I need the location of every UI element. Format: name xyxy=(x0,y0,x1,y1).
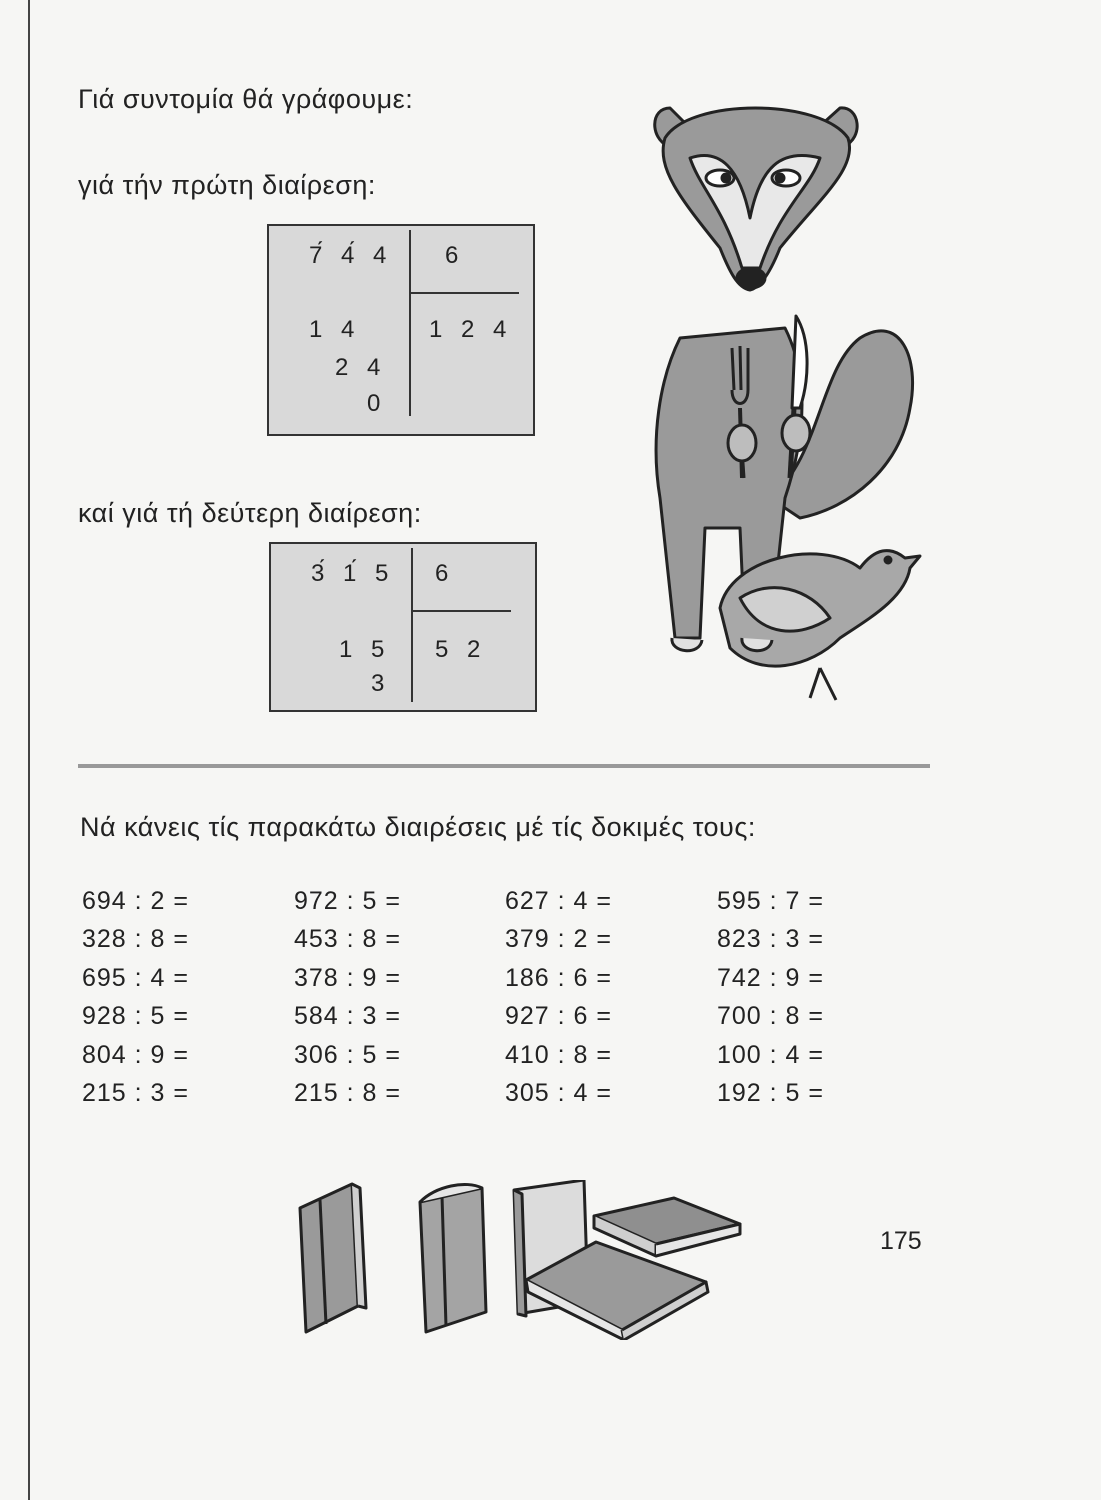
exercise-item: 804 : 9 = xyxy=(82,1040,189,1069)
division-1-dividend: 7́ 4́ 4 xyxy=(309,242,393,269)
exercise-column-2 xyxy=(294,882,401,1112)
division-2-step: 1 5 xyxy=(339,636,391,663)
exercise-item: 928 : 5 = xyxy=(82,1002,189,1031)
exercise-item: 584 : 3 = xyxy=(294,1002,401,1031)
exercise-item: 192 : 5 = xyxy=(717,1078,824,1107)
exercise-item: 379 : 2 = xyxy=(505,925,612,954)
exercise-item: 305 : 4 = xyxy=(505,1078,612,1107)
second-division-label: καί γιά τή δεύτερη διαίρεση: xyxy=(78,498,422,528)
exercise-item: 328 : 8 = xyxy=(82,925,189,954)
exercise-column-3 xyxy=(505,882,612,1112)
exercise-item: 410 : 8 = xyxy=(505,1040,612,1069)
page-binding-edge xyxy=(28,0,30,1500)
exercise-item: 595 : 7 = xyxy=(717,887,824,915)
exercise-item: 742 : 9 = xyxy=(717,963,824,992)
exercise-item: 700 : 8 = xyxy=(717,1002,824,1031)
division-2-divisor: 6 xyxy=(435,560,455,587)
division-box-1 xyxy=(267,224,535,436)
exercise-item: 100 : 4 = xyxy=(717,1040,824,1069)
exercise-instruction: Νά κάνεις τίς παρακάτω διαιρέσεις μέ τίς δοκιμές τους: xyxy=(80,812,756,842)
division-1-quotient: 1 2 4 xyxy=(429,316,513,343)
exercise-item: 927 : 6 = xyxy=(505,1002,612,1031)
division-1-divisor: 6 xyxy=(445,242,465,269)
exercise-item: 695 : 4 = xyxy=(82,963,189,992)
division-2-quotient: 5 2 xyxy=(435,636,487,663)
section-divider xyxy=(78,764,930,768)
exercise-item: 972 : 5 = xyxy=(294,887,401,915)
exercise-item: 215 : 8 = xyxy=(294,1078,401,1107)
division-box-2 xyxy=(269,542,537,712)
stack-of-books-illustration xyxy=(296,1180,756,1340)
exercise-item: 306 : 5 = xyxy=(294,1040,401,1069)
first-division-label: γιά τήν πρώτη διαίρεση: xyxy=(78,170,376,200)
intro-text: Γιά συντομία θά γράφουμε: xyxy=(78,84,414,114)
division-2-dividend: 3́ 1́ 5 xyxy=(311,560,395,587)
exercise-column-1 xyxy=(82,882,189,1112)
fox-with-fork-and-knife-illustration xyxy=(620,78,940,718)
exercise-item: 694 : 2 = xyxy=(82,887,189,915)
exercise-item: 186 : 6 = xyxy=(505,963,612,992)
exercise-item: 215 : 3 = xyxy=(82,1078,189,1107)
exercise-item: 453 : 8 = xyxy=(294,925,401,954)
exercise-item: 378 : 9 = xyxy=(294,963,401,992)
exercise-item: 823 : 3 = xyxy=(717,925,824,954)
exercise-column-4 xyxy=(717,882,824,1112)
division-1-step: 1 4 xyxy=(309,316,361,343)
division-1-step: 0 xyxy=(367,390,387,417)
exercise-item: 627 : 4 = xyxy=(505,887,612,915)
division-1-step: 2 4 xyxy=(335,354,387,381)
division-2-step: 3 xyxy=(371,670,391,697)
page-number: 175 xyxy=(880,1227,922,1255)
